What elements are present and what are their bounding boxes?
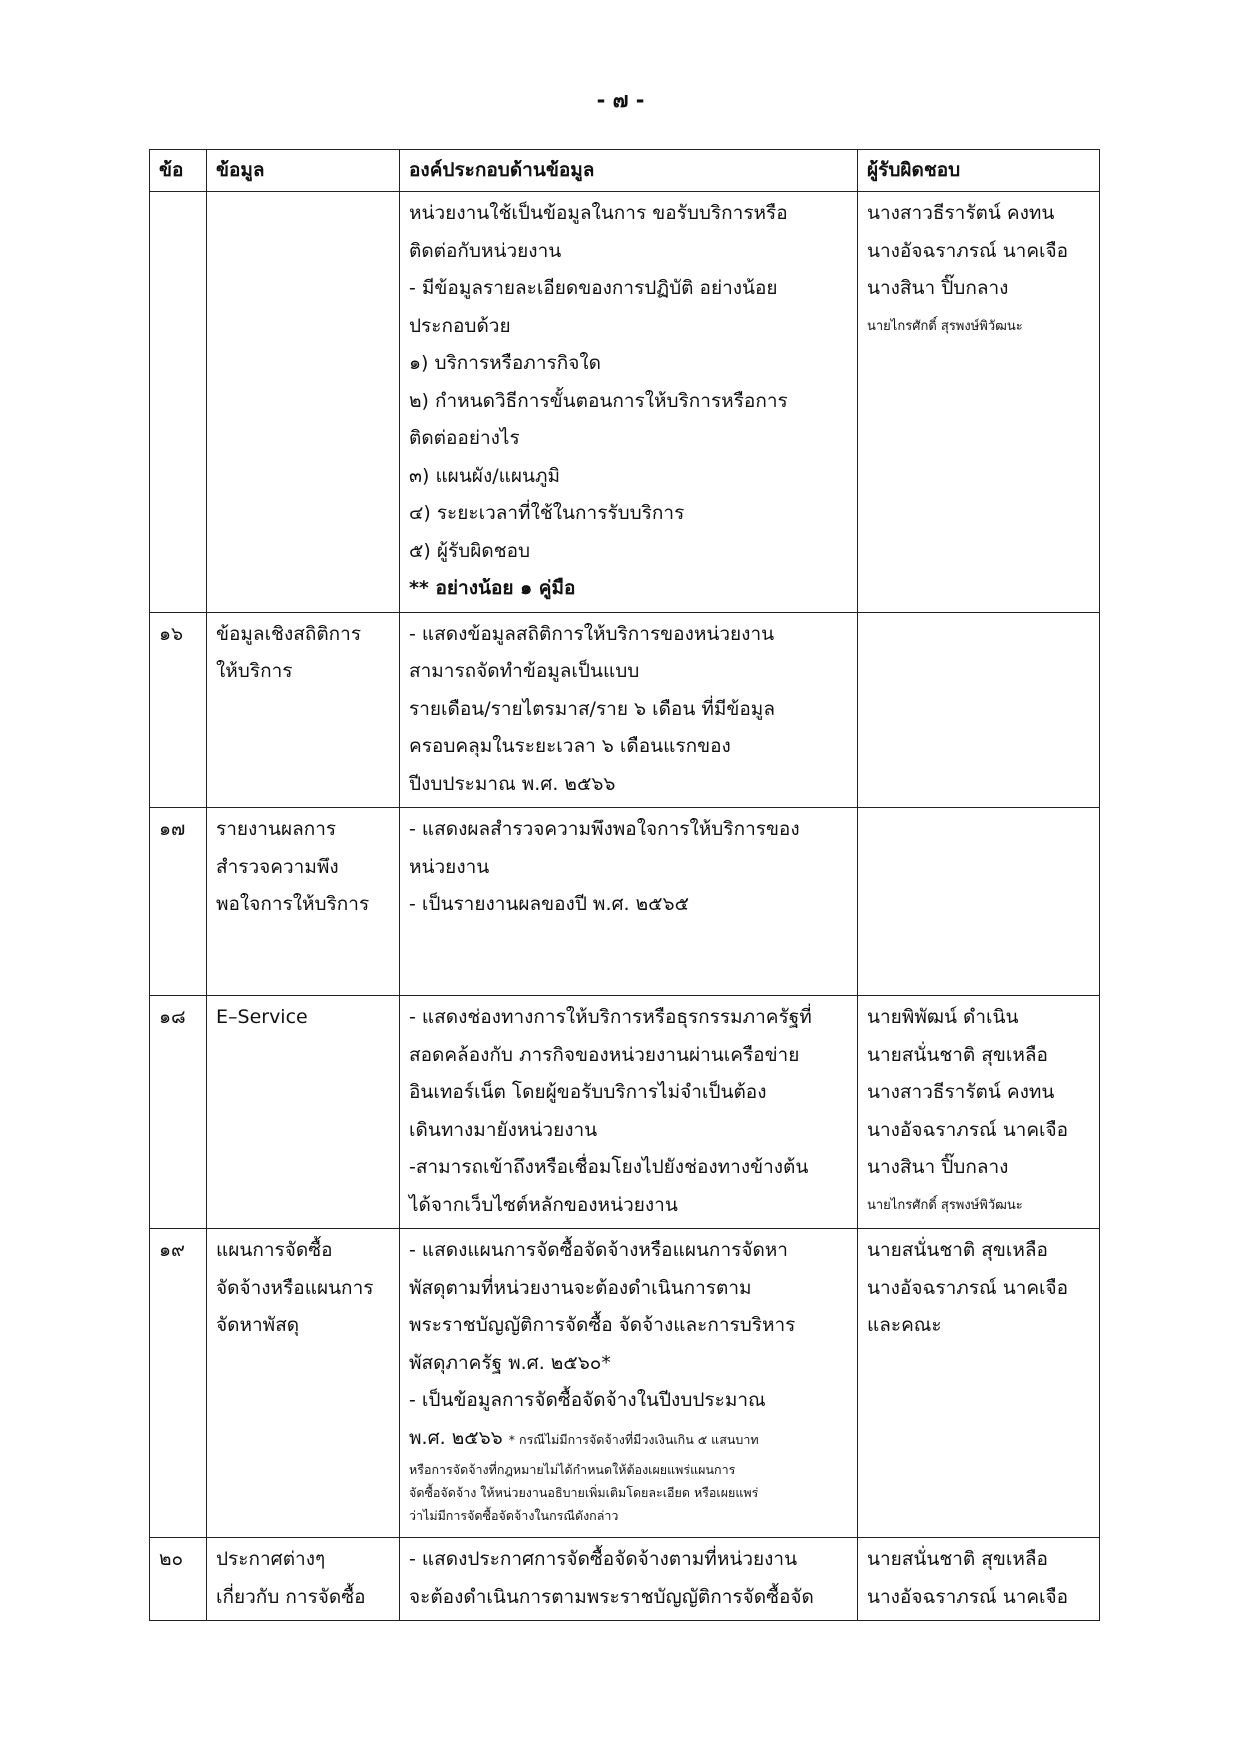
row-number: ๑๖ [150, 612, 207, 808]
element-line: - เป็นรายงานผลของปี พ.ศ. ๒๕๖๕ [409, 893, 689, 915]
row-info [207, 612, 400, 808]
responsible-name: นายสนั่นชาติ สุขเหลือ [867, 1043, 1048, 1066]
row-responsible [858, 996, 1100, 1229]
element-line: หน่วยงาน [409, 855, 490, 878]
info-line: สำรวจความพึง [216, 855, 339, 878]
element-line-bold: ** อย่างน้อย ๑ คู่มือ [409, 577, 576, 599]
row-info [207, 1538, 400, 1621]
element-line: พระราชบัญญัติการจัดซื้อ จัดจ้างและการบริหาร [409, 1314, 796, 1336]
table-header-row [150, 150, 1100, 192]
row-info [207, 996, 400, 1229]
table-row [150, 1229, 1100, 1538]
info-line: ประกาศต่างๆ [216, 1548, 326, 1570]
responsible-name: นายสนั่นชาติ สุขเหลือ [867, 1239, 1048, 1261]
element-line: - เป็นข้อมูลการจัดซื้อจัดจ้างในปีงบประมาณ [409, 1389, 766, 1411]
table-row [150, 1538, 1100, 1621]
element-line: -สามารถเข้าถึงหรือเชื่อมโยงไปยังช่องทางข้างต้น [409, 1156, 809, 1178]
element-line: ๓) แผนผัง/แผนภูมิ [409, 464, 561, 487]
row-responsible [858, 192, 1100, 613]
table-row [150, 612, 1100, 808]
row-info [207, 192, 400, 613]
element-line: - แสดงข้อมูลสถิติการให้บริการของหน่วยงาน [409, 622, 775, 645]
element-line: ติดต่อกับหน่วยงาน [409, 239, 562, 262]
responsible-name: นางสินา ปิ๊บกลาง [867, 277, 1009, 299]
info-line: จัดจ้างหรือแผนการ [216, 1276, 374, 1299]
responsible-name: นางอัจฉราภรณ์ นาคเจือ [867, 1585, 1069, 1608]
element-line: สามารถจัดทำข้อมูลเป็นแบบ [409, 660, 640, 682]
row-number: ๑๗ [150, 808, 207, 996]
element-line: พัสดุตามที่หน่วยงานจะต้องดำเนินการตาม [409, 1276, 752, 1299]
element-line: รายเดือน/รายไตรมาส/ราย ๖ เดือน ที่มีข้อมูล [409, 697, 775, 720]
row-elements [400, 996, 858, 1229]
row-responsible [858, 1538, 1100, 1621]
responsible-name: นางอัจฉราภรณ์ นาคเจือ [867, 1276, 1069, 1299]
page-number: - ๗ - [596, 88, 645, 112]
footnote-line: หรือการจัดจ้างที่กฎหมายไม่ได้กำหนดให้ต้องเผยแพร่แผนการ [409, 1462, 736, 1477]
row-elements [400, 808, 858, 996]
element-line: - แสดงแผนการจัดซื้อจัดจ้างหรือแผนการจัดหา [409, 1239, 788, 1261]
footnote-text: * กรณีไม่มีการจัดจ้างที่มีวงเงินเกิน ๕ แสนบาท [508, 1431, 759, 1447]
element-line: ๑) บริการหรือภารกิจใด [409, 352, 601, 374]
info-line: E–Service [216, 1006, 308, 1028]
element-line: ปีงบประมาณ พ.ศ. ๒๕๖๖ [409, 772, 616, 795]
responsible-name: นายพิพัฒน์ ดำเนิน [867, 1006, 1019, 1028]
row-number [150, 192, 207, 613]
element-line: ประกอบด้วย [409, 314, 511, 337]
responsible-name: นางสาวธีรารัตน์ คงทน [867, 1081, 1055, 1103]
row-elements [400, 1538, 858, 1621]
responsible-name: นางสาวธีรารัตน์ คงทน [867, 202, 1055, 224]
row-responsible [858, 1229, 1100, 1538]
info-line: รายงานผลการ [216, 818, 337, 840]
element-line: ๒) กำหนดวิธีการขั้นตอนการให้บริการหรือการ [409, 389, 788, 412]
row-elements [400, 192, 858, 613]
header-no: ข้อ [150, 150, 207, 192]
row-number: ๑๙ [150, 1229, 207, 1538]
element-line: ๔) ระยะเวลาที่ใช้ในการรับบริการ [409, 502, 685, 524]
element-line: สอดคล้องกับ ภารกิจของหน่วยงานผ่านเครือข่าย [409, 1043, 800, 1066]
element-line: เดินทางมายังหน่วยงาน [409, 1118, 598, 1141]
table-row [150, 192, 1100, 613]
responsible-name: นางอัจฉราภรณ์ นาคเจือ [867, 239, 1069, 262]
info-line: ข้อมูลเชิงสถิติการ [216, 622, 362, 645]
element-line: - มีข้อมูลรายละเอียดของการปฏิบัติ อย่างน้อย [409, 277, 778, 299]
element-line: ๕) ผู้รับผิดชอบ [409, 539, 531, 562]
footnote-line: จัดซื้อจัดจ้าง ให้หน่วยงานอธิบายเพิ่มเติมโดยละเอียด หรือเผยแพร่ [409, 1485, 759, 1500]
element-line: จะต้องดำเนินการตามพระราชบัญญัติการจัดซื้อจัด [409, 1585, 814, 1608]
info-line: ให้บริการ [216, 660, 293, 682]
element-line: ได้จากเว็บไซต์หลักของหน่วยงาน [409, 1193, 678, 1216]
row-number: ๒๐ [150, 1538, 207, 1621]
row-info [207, 808, 400, 996]
element-line: - แสดงช่องทางการให้บริการหรือธุรกรรมภาครัฐที่ [409, 1006, 812, 1028]
header-responsible: ผู้รับผิดชอบ [858, 150, 1100, 192]
info-line: พอใจการให้บริการ [216, 893, 370, 915]
row-responsible [858, 808, 1100, 996]
header-info: ข้อมูล [207, 150, 400, 192]
info-line: แผนการจัดซื้อ [216, 1239, 333, 1261]
header-elements: องค์ประกอบด้านข้อมูล [400, 150, 858, 192]
responsible-name: นางอัจฉราภรณ์ นาคเจือ [867, 1118, 1069, 1141]
row-number: ๑๘ [150, 996, 207, 1229]
element-line: ติดต่ออย่างไร [409, 427, 520, 449]
responsible-name-small: นายไกรศักดิ์ สุรพงษ์พิวัฒนะ [867, 1197, 1023, 1213]
row-info [207, 1229, 400, 1538]
table-row [150, 808, 1100, 996]
info-line: จัดหาพัสดุ [216, 1314, 300, 1336]
element-line: ครอบคลุมในระยะเวลา ๖ เดือนแรกของ [409, 735, 731, 757]
table-row [150, 996, 1100, 1229]
element-line-with-note [409, 1420, 849, 1459]
element-line: หน่วยงานใช้เป็นข้อมูลในการ ขอรับบริการหรือ [409, 202, 788, 224]
row-elements [400, 612, 858, 808]
responsible-name-small: นายไกรศักดิ์ สุรพงษ์พิวัฒนะ [867, 318, 1023, 334]
row-responsible [858, 612, 1100, 808]
info-line: เกี่ยวกับ การจัดซื้อ [216, 1585, 366, 1608]
data-table [149, 149, 1100, 1621]
element-line: - แสดงประกาศการจัดซื้อจัดจ้างตามที่หน่วยงาน [409, 1548, 798, 1570]
footnote-line: ว่าไม่มีการจัดซื้อจัดจ้างในกรณีดังกล่าว [409, 1508, 619, 1523]
element-line: พัสดุภาครัฐ พ.ศ. ๒๕๖๐* [409, 1351, 611, 1374]
responsible-name: และคณะ [867, 1314, 942, 1336]
row-elements [400, 1229, 858, 1538]
element-line: อินเทอร์เน็ต โดยผู้ขอรับบริการไม่จำเป็นต้อง [409, 1081, 767, 1103]
responsible-name: นางสินา ปิ๊บกลาง [867, 1156, 1009, 1178]
element-text: พ.ศ. ๒๕๖๖ [409, 1426, 509, 1449]
responsible-name: นายสนั่นชาติ สุขเหลือ [867, 1548, 1048, 1570]
element-line: - แสดงผลสำรวจความพึงพอใจการให้บริการของ [409, 818, 800, 840]
